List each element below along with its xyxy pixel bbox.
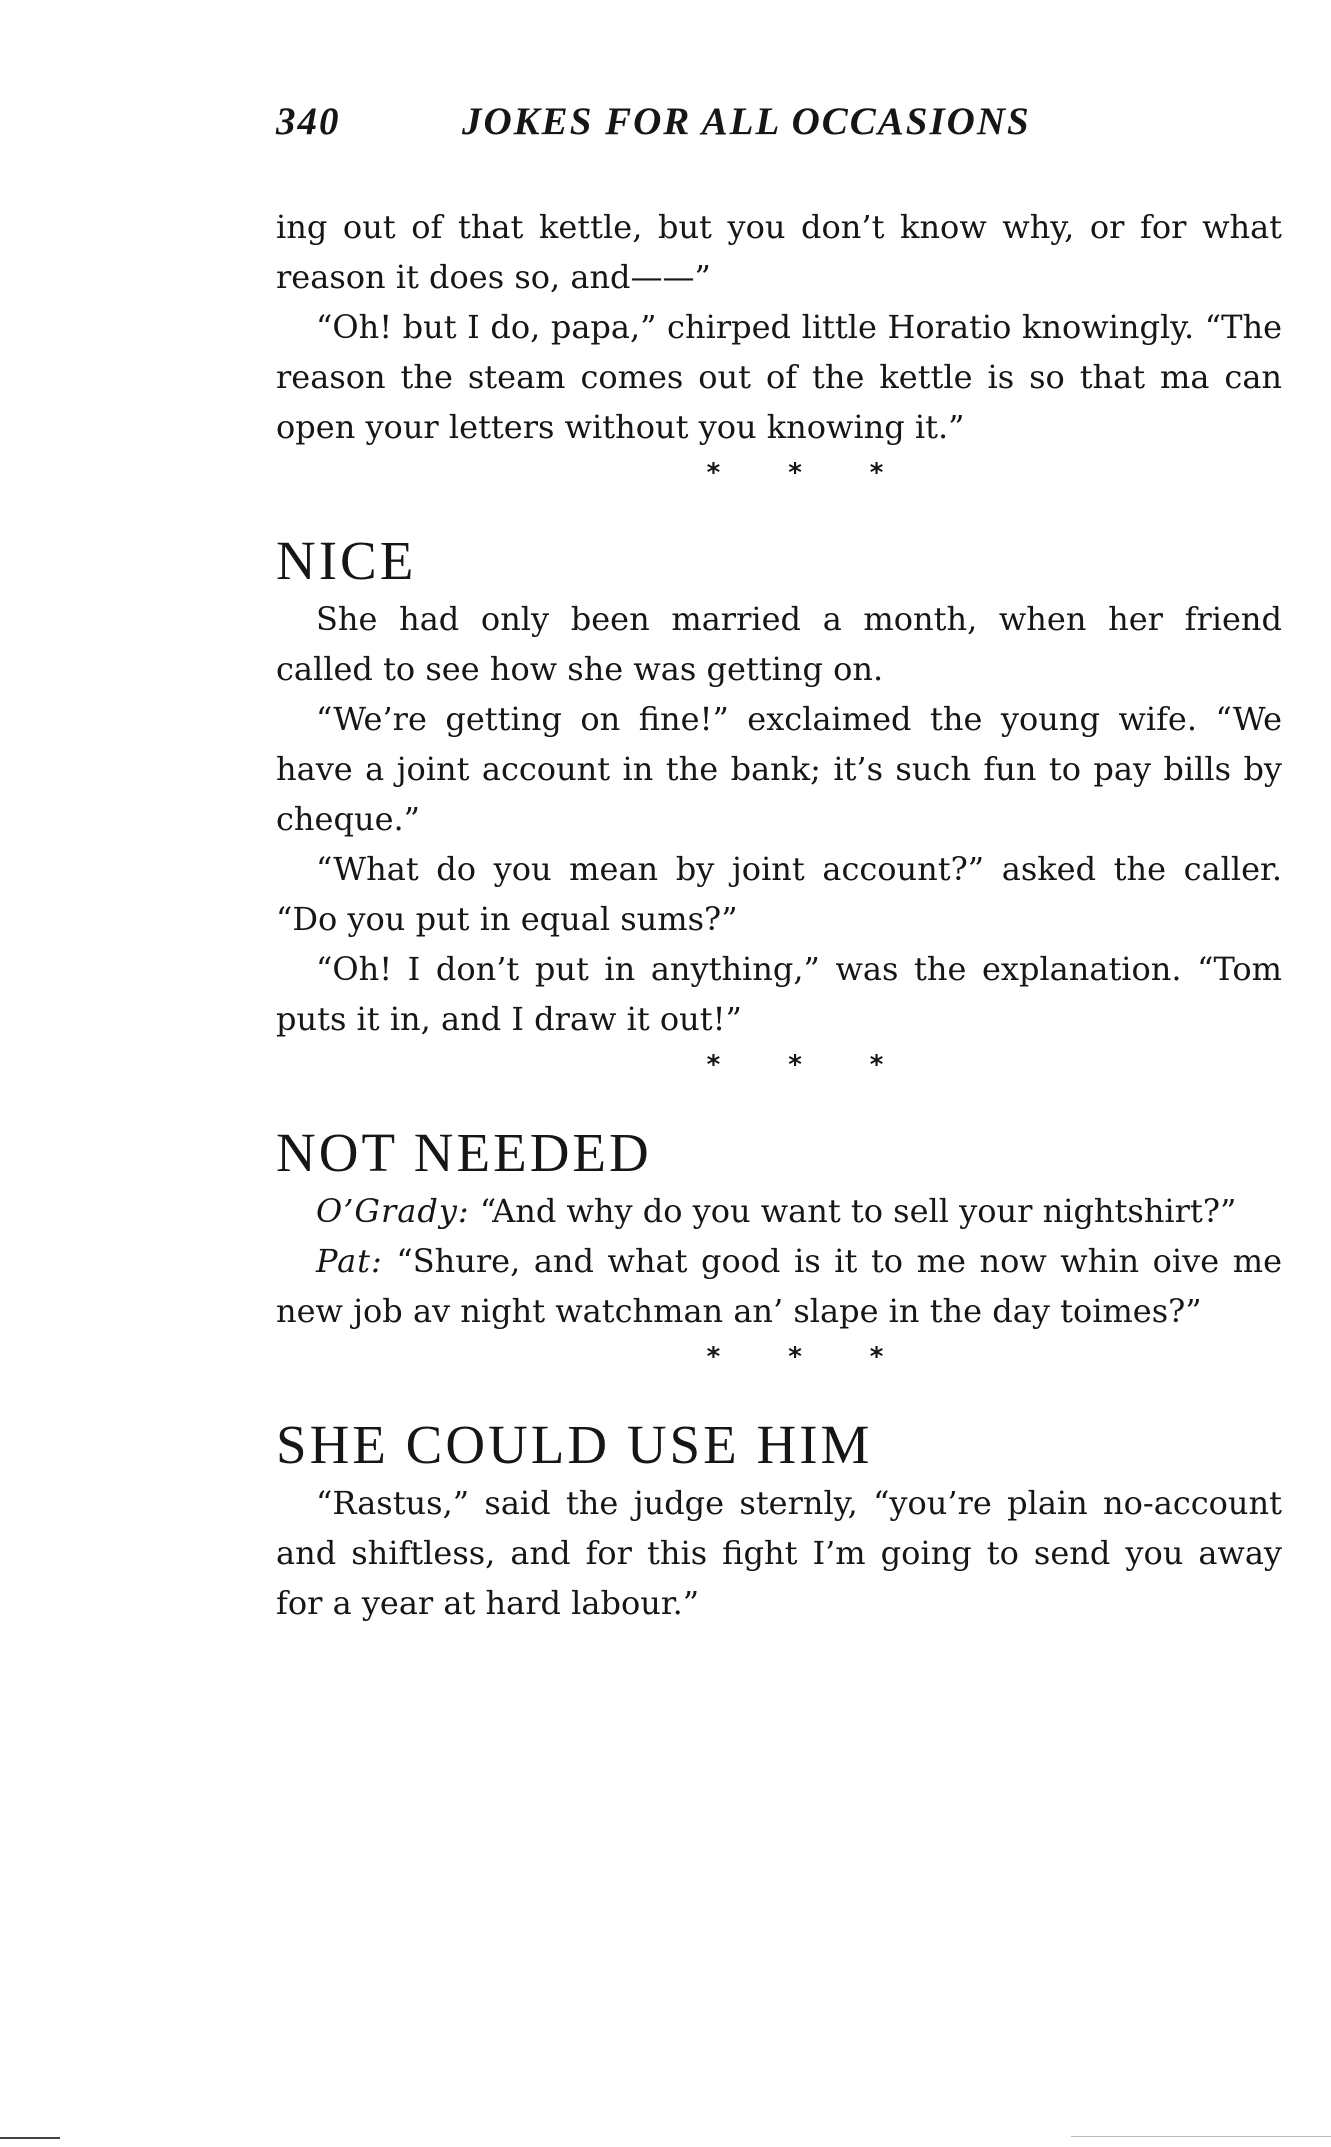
section-separator: [276, 452, 1282, 522]
separator-star: *: [706, 1050, 721, 1080]
paragraph: “What do you mean by joint account?” asked the caller. “Do you put in equal sums?”: [276, 850, 1282, 938]
separator-star: *: [788, 458, 802, 488]
book-page: [276, 90, 1282, 1628]
separator-star: *: [869, 1342, 884, 1372]
section-separator: [276, 1044, 1282, 1114]
separator-star: *: [706, 458, 721, 488]
dialogue-line: [276, 1236, 1282, 1336]
paragraph: She had only been married a month, when her friend called to see how she was getting on.: [276, 600, 1282, 688]
joke-title: NOT NEEDED: [276, 1122, 652, 1183]
separator-star: *: [706, 1342, 721, 1372]
joke-title: SHE COULD USE HIM: [276, 1414, 873, 1475]
paragraph: “Oh! I don’t put in anything,” was the explanation. “Tom puts it in, and I draw it out!”: [276, 950, 1282, 1038]
joke-she-could-use-him: [276, 1408, 1282, 1628]
running-head: [276, 90, 1282, 154]
speaker-name: O’Grady:: [316, 1192, 470, 1230]
separator-star: *: [788, 1342, 802, 1372]
separator-star: *: [788, 1050, 802, 1080]
continued-joke: [276, 202, 1282, 452]
paragraph: “Rastus,” said the judge sternly, “you’re plain no-account and shiftless, and for this fight I’m going to send you away for a year at hard labour.”: [276, 1484, 1282, 1622]
scan-edge-mark: [1071, 2136, 1331, 2137]
joke-not-needed: [276, 1116, 1282, 1336]
book-title: JOKES FOR ALL OCCASIONS: [462, 100, 1031, 143]
paragraph: “We’re getting on fine!” exclaimed the young wife. “We have a joint account in the bank; it’s such fun to pay bills by cheque.”: [276, 700, 1282, 838]
page-content: [276, 202, 1282, 1628]
speaker-name: Pat:: [316, 1242, 383, 1280]
page-number: 340: [276, 100, 341, 143]
paragraph: ing out of that kettle, but you don’t know why, or for what reason it does so, and——”: [276, 208, 1282, 296]
dialogue-text: “Shure, and what good is it to me now whin oive me new job av night watchman an’ slape in the day toimes?”: [276, 1242, 1283, 1330]
joke-title: NICE: [276, 530, 417, 591]
dialogue-text: “And why do you want to sell your nightshirt?”: [479, 1192, 1237, 1230]
section-separator: [276, 1336, 1282, 1406]
separator-star: *: [869, 458, 884, 488]
dialogue-line: [276, 1186, 1282, 1236]
paragraph: “Oh! but I do, papa,” chirped little Horatio knowingly. “The reason the steam comes out of the kettle is so that ma can open your letters without you knowing it.”: [276, 308, 1282, 446]
separator-star: *: [869, 1050, 884, 1080]
scan-edge-mark: [0, 2137, 60, 2139]
joke-nice: [276, 524, 1282, 1044]
